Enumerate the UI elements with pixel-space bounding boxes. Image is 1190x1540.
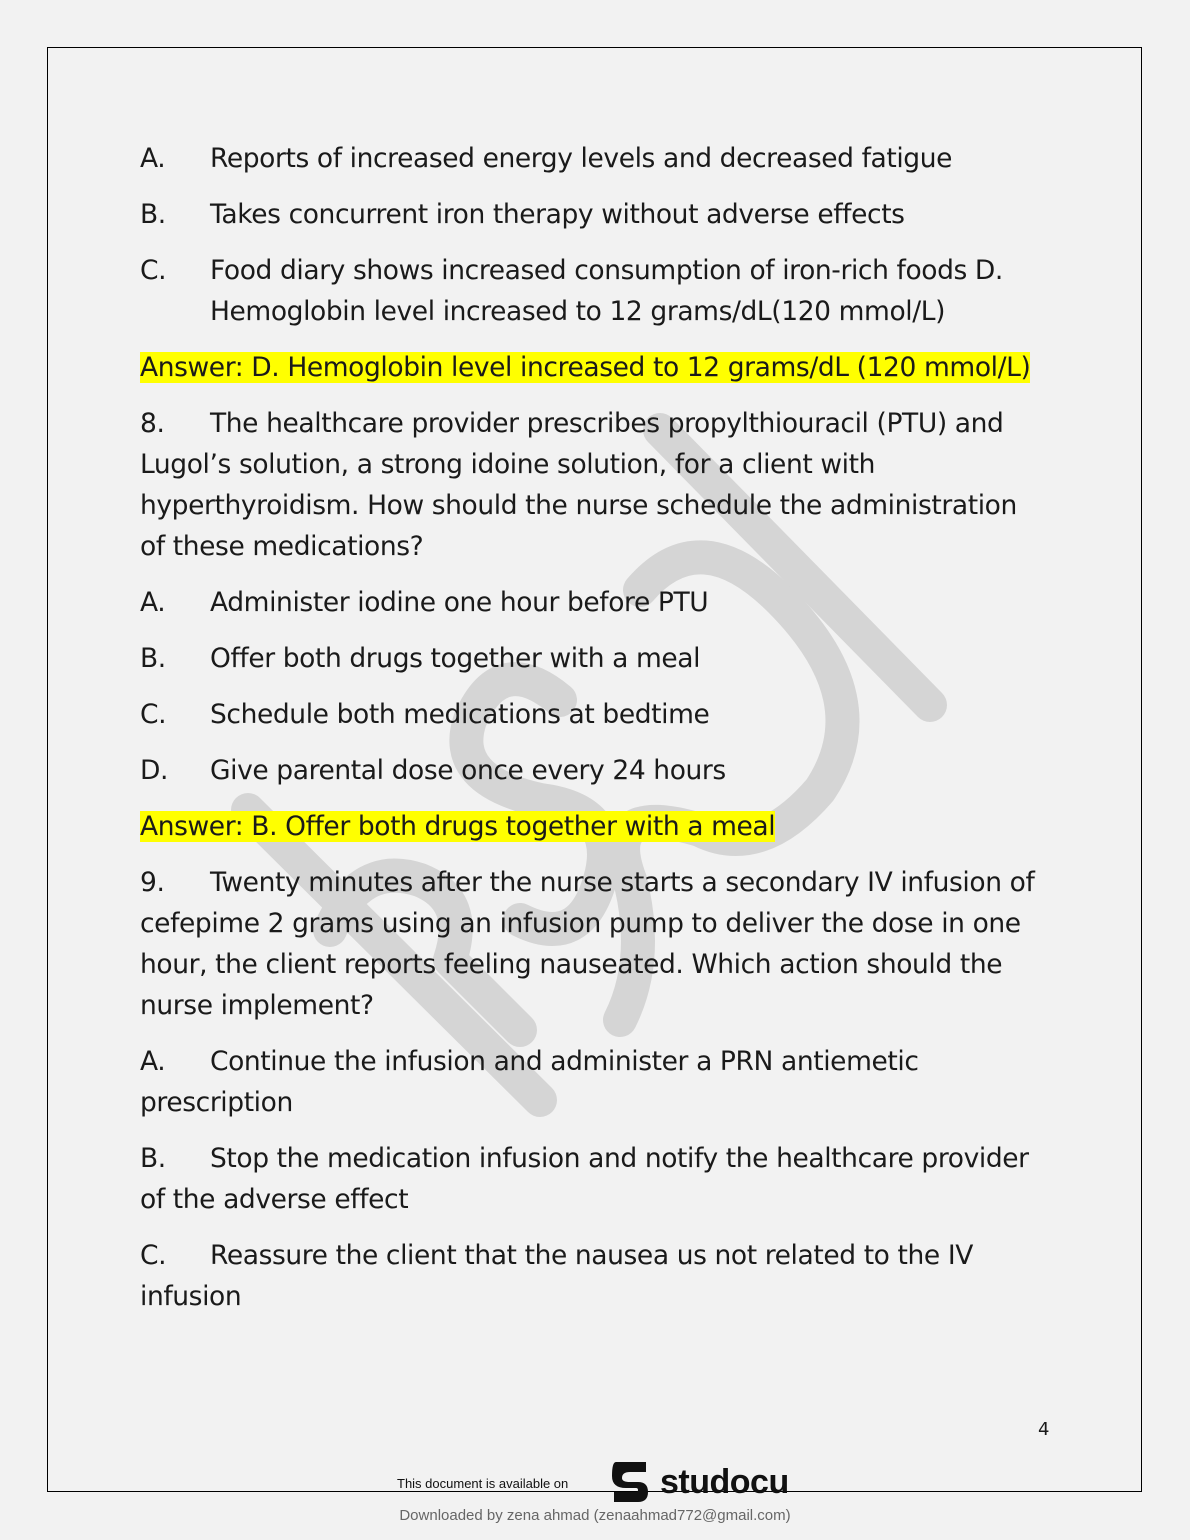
studocu-logo-text: studocu xyxy=(660,1462,789,1501)
question-text: The healthcare provider prescribes propylthiouracil (PTU) and Lugol’s solution, a strong idoine solution, for a client with hyperthyroidism. How should the nurse schedule the administration of these medications? xyxy=(140,408,1017,562)
option-label: C. xyxy=(140,1240,167,1271)
option-label: A. xyxy=(140,1046,166,1077)
option-text: Offer both drugs together with a meal xyxy=(210,643,701,674)
option-label: A. xyxy=(140,143,166,174)
option-text: Reports of increased energy levels and decreased fatigue xyxy=(210,143,953,174)
answer-highlight: Answer: B. Offer both drugs together with a meal xyxy=(140,811,776,842)
q7-option-a xyxy=(140,138,1045,179)
option-label: C. xyxy=(140,255,167,286)
footer-available-text: This document is available on xyxy=(397,1476,569,1491)
q8-option-a xyxy=(140,582,1045,623)
studocu-logo[interactable] xyxy=(608,1458,789,1506)
download-attribution: Downloaded by zena ahmad (zenaahmad772@gmail.com) xyxy=(399,1507,791,1524)
q7-option-c xyxy=(140,250,1045,332)
page-number: 4 xyxy=(1038,1419,1050,1440)
option-text: Reassure the client that the nausea us not related to the IV infusion xyxy=(140,1240,973,1312)
q8-option-b xyxy=(140,638,1045,679)
q8-option-d xyxy=(140,750,1045,791)
q8-question xyxy=(140,403,1045,567)
option-label: A. xyxy=(140,587,166,618)
answer-highlight: Answer: D. Hemoglobin level increased to 12 grams/dL (120 mmol/L) xyxy=(140,352,1031,383)
option-text: Takes concurrent iron therapy without adverse effects xyxy=(210,199,905,230)
option-label: C. xyxy=(140,699,167,730)
q7-option-b xyxy=(140,194,1045,235)
question-number: 8. xyxy=(140,408,165,439)
option-text: Schedule both medications at bedtime xyxy=(210,699,710,730)
studocu-logo-icon xyxy=(608,1458,654,1506)
option-text: Administer iodine one hour before PTU xyxy=(210,587,709,618)
question-number: 9. xyxy=(140,867,165,898)
q8-answer xyxy=(140,806,1045,847)
q8-option-c xyxy=(140,694,1045,735)
option-label: B. xyxy=(140,199,166,230)
q9-question xyxy=(140,862,1045,1026)
option-label: B. xyxy=(140,1143,166,1174)
q9-option-b xyxy=(140,1138,1045,1220)
question-text: Twenty minutes after the nurse starts a secondary IV infusion of cefepime 2 grams using an infusion pump to deliver the dose in one hour, the client reports feeling nauseated. Which action should the nurse implement? xyxy=(140,867,1035,1021)
option-label: B. xyxy=(140,643,166,674)
option-text: Food diary shows increased consumption of iron-rich foods D. Hemoglobin level increased to 12 grams/dL(120 mmol/L) xyxy=(210,255,1003,327)
option-label: D. xyxy=(140,755,169,786)
option-text: Continue the infusion and administer a PRN antiemetic prescription xyxy=(140,1046,919,1118)
q9-option-a xyxy=(140,1041,1045,1123)
option-text: Give parental dose once every 24 hours xyxy=(210,755,726,786)
q7-answer xyxy=(140,347,1045,388)
option-text: Stop the medication infusion and notify the healthcare provider of the adverse effect xyxy=(140,1143,1029,1215)
document-body xyxy=(140,138,1045,1332)
q9-option-c xyxy=(140,1235,1045,1317)
